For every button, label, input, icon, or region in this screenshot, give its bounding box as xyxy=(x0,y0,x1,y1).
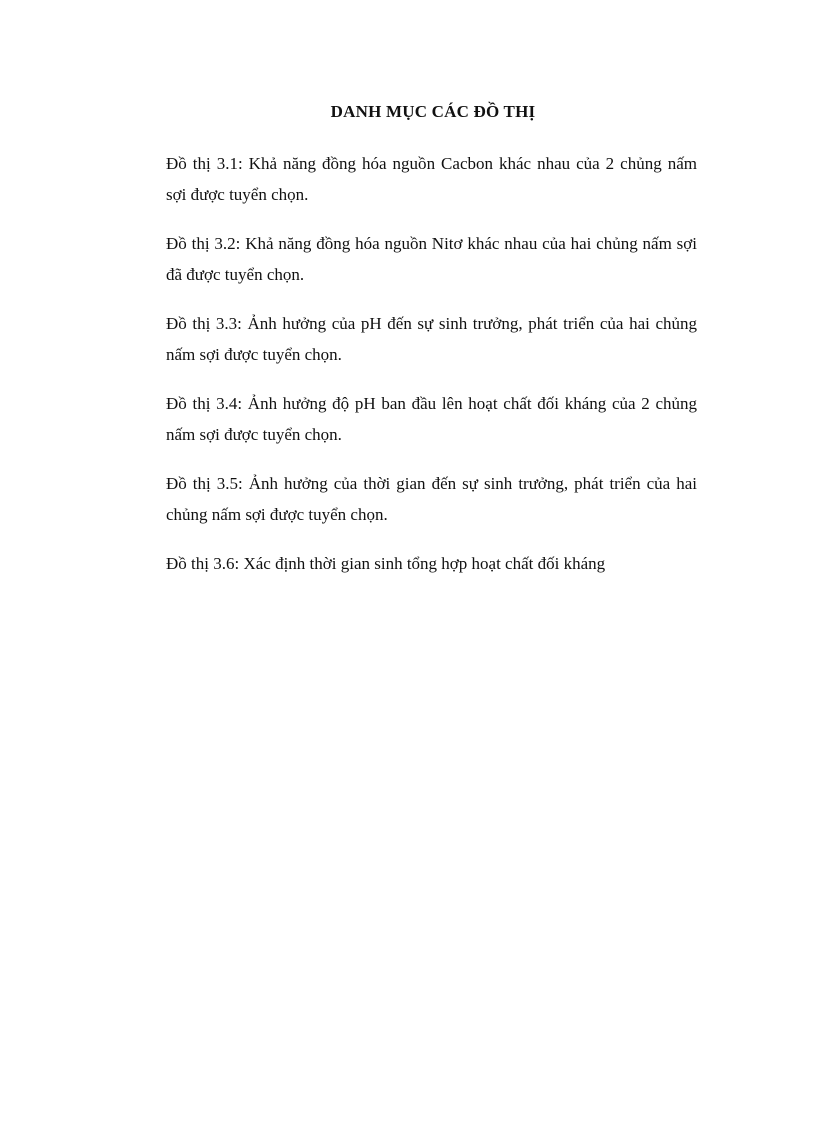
figure-list-entry: Đồ thị 3.5: Ảnh hưởng của thời gian đến sự sinh trưởng, phát triển của hai chủng nấm sợi được tuyển chọn. xyxy=(166,474,697,524)
figure-list-entry: Đồ thị 3.4: Ảnh hưởng độ pH ban đầu lên hoạt chất đối kháng của 2 chủng nấm sợi được tuyển chọn. xyxy=(166,394,697,444)
figure-list-entry: Đồ thị 3.1: Khả năng đồng hóa nguồn Cacbon khác nhau của 2 chủng nấm sợi được tuyển chọn. xyxy=(166,154,697,204)
figure-list xyxy=(166,148,697,597)
figure-list-entry: Đồ thị 3.2: Khả năng đồng hóa nguồn Nitơ khác nhau của hai chủng nấm sợi đã được tuyển chọn. xyxy=(166,234,697,284)
figure-list-entry: Đồ thị 3.6: Xác định thời gian sinh tổng hợp hoạt chất đối kháng xyxy=(166,554,606,573)
page-title: DANH MỤC CÁC ĐỒ THỊ xyxy=(330,102,536,121)
figure-list-entry: Đồ thị 3.3: Ảnh hưởng của pH đến sự sinh trưởng, phát triển của hai chủng nấm sợi được tuyển chọn. xyxy=(166,314,697,364)
